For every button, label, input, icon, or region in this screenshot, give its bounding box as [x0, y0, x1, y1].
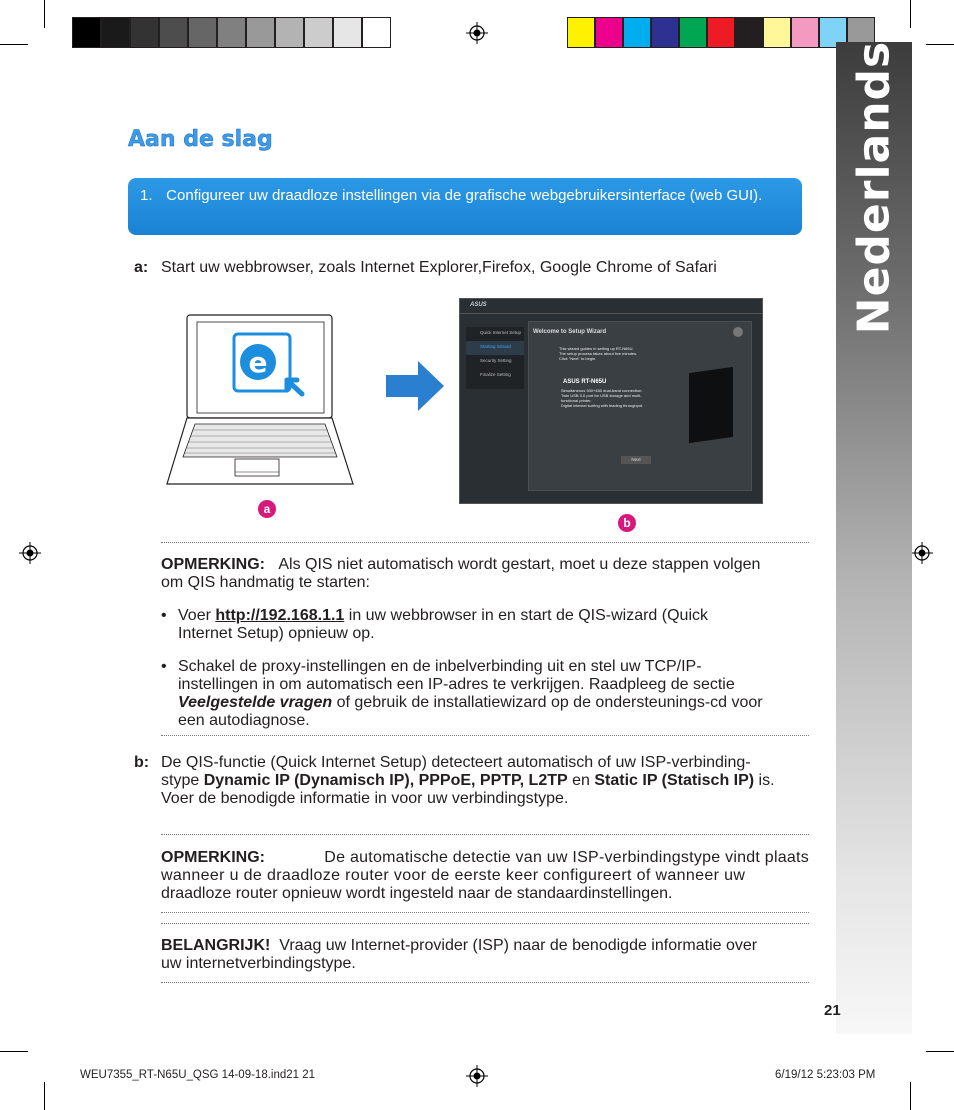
svg-text:e: e [248, 346, 268, 379]
important-line-2: uw internetverbindingstype. [161, 955, 356, 972]
bullet-2-line-3 [178, 694, 818, 712]
crop-mark [926, 1051, 954, 1052]
important-line-1 [161, 937, 811, 955]
bullet-1-line-2: Internet Setup) opnieuw op. [178, 625, 375, 642]
crop-mark [44, 0, 45, 28]
registration-mark-icon [466, 22, 488, 44]
step-a-label: a: [134, 259, 149, 276]
divider [161, 834, 809, 835]
bullet-dot: • [161, 607, 167, 624]
step-a-text: Start uw webbrowser, zoals Internet Explorer,Firefox, Google Chrome of Safari [161, 259, 717, 276]
laptop-illustration [165, 312, 365, 492]
bullet-2-line-4: een autodiagnose. [178, 712, 310, 729]
color-swatch [304, 17, 333, 48]
important-text: Vraag uw Internet-provider (ISP) naar de benodigde informatie over [279, 937, 758, 954]
asus-brand: ASUS [470, 302, 487, 308]
note-2-text: De automatische detectie van uw ISP-verbindingstype vindt plaats [324, 849, 809, 866]
menu-finalize-setting: Finalize Setting [480, 372, 511, 377]
color-swatch [791, 17, 819, 48]
color-swatch [246, 17, 275, 48]
next-button[interactable]: Next [621, 456, 651, 464]
bullet-2-line-3-text: of gebruik de installatiewizard op de ondersteunings-cd voor [332, 694, 763, 711]
note-2-line-1 [161, 849, 809, 867]
color-swatch [623, 17, 651, 48]
step-b-line-2-pre: stype [161, 772, 204, 789]
router-url-link[interactable]: http://192.168.1.1 [215, 607, 345, 624]
menu-quick-internet-setup: Quick Internet Setup [480, 330, 522, 335]
step-1-box [128, 178, 802, 235]
bullet-1 [178, 607, 818, 625]
crop-mark [0, 1051, 28, 1052]
note-1-line-2: om QIS handmatig te starten: [161, 574, 370, 591]
registration-mark-icon [466, 1065, 488, 1087]
bullet-2-line-2: instellingen in om automatisch een IP-adres te verkrijgen. Raadpleeg de sectie [178, 676, 735, 693]
router-setup-screenshot [459, 298, 763, 504]
crop-mark [44, 1082, 45, 1110]
crop-mark [0, 44, 28, 45]
color-swatch [651, 17, 679, 48]
crop-mark [926, 44, 954, 45]
color-swatch [735, 17, 763, 48]
footer-timestamp: 6/19/12 5:23:03 PM [775, 1069, 876, 1081]
note-1-line-1 [161, 556, 811, 574]
section-title: Aan de slag [128, 127, 273, 152]
intro-line: This wizard guides in setting up RT-N65U. [559, 346, 634, 351]
color-swatch [763, 17, 791, 48]
router-menu [466, 327, 524, 389]
divider [161, 542, 809, 543]
step-b-line-2 [161, 772, 811, 790]
color-swatch [362, 17, 391, 48]
note-2-line-2: wanneer u de draadloze router voor de eerste keer configureert of wanneer uw [161, 867, 746, 884]
color-swatch [679, 17, 707, 48]
arrow-right-icon [386, 361, 446, 411]
color-swatch [159, 17, 188, 48]
router-panel [528, 321, 752, 491]
feature-line: Simultaneous 300+450 dual-band connection. [561, 388, 643, 393]
crop-mark [910, 0, 911, 28]
intro-line: Click "Next" to begin. [559, 356, 597, 361]
note-1-label: OPMERKING: [161, 556, 265, 573]
color-swatch [217, 17, 246, 48]
divider [161, 982, 809, 983]
step-1-text: Configureer uw draadloze instellingen via de grafische webgebruikersinterface (web GUI). [166, 187, 763, 204]
color-swatch [130, 17, 159, 48]
divider [161, 912, 809, 913]
color-swatch [72, 17, 101, 48]
color-swatch [595, 17, 623, 48]
menu-security-setting: Security Setting [480, 358, 512, 363]
color-swatch [101, 17, 130, 48]
router-model: ASUS RT-N65U [563, 379, 607, 385]
divider [161, 923, 809, 924]
crop-mark [910, 1082, 911, 1110]
note-1-text: Als QIS niet automatisch wordt gestart, moet u deze stappen volgen [278, 556, 761, 573]
router-device-image [689, 367, 733, 443]
color-swatch [707, 17, 735, 48]
home-icon [733, 327, 743, 337]
static-ip-type: Static IP (Statisch IP) [594, 772, 755, 789]
faq-reference: Veelgestelde vragen [178, 694, 333, 711]
feature-line: functional printer. [561, 398, 592, 403]
step-b-line-3: Voer de benodigde informatie in voor uw verbindingstype. [161, 790, 569, 807]
feature-line: Digital internet surfing with leading throughput. [561, 403, 644, 408]
step-1-number: 1. [140, 187, 153, 204]
panel-title: Welcome to Setup Wizard [533, 329, 607, 335]
bullet-dot: • [161, 658, 167, 675]
registration-mark-icon [19, 542, 41, 564]
color-swatch [188, 17, 217, 48]
step-b-line-2-mid: en [567, 772, 595, 789]
important-label: BELANGRIJK! [161, 937, 271, 954]
connection-types: Dynamic IP (Dynamisch IP), PPPoE, PPTP, L2TP [203, 772, 568, 789]
feature-line: Twin USB 3.0 port for USB storage and multi- [561, 393, 642, 398]
color-swatch [275, 17, 304, 48]
color-swatch [567, 17, 595, 48]
intro-line: The setup process takes about five minutes. [559, 351, 638, 356]
registration-mark-icon [911, 542, 933, 564]
page-number: 21 [824, 1002, 841, 1019]
badge-a: a [258, 500, 276, 518]
step-b-line-1: De QIS-functie (Quick Internet Setup) detecteert automatisch of uw ISP-verbinding- [161, 754, 751, 771]
bullet-1-post: in uw webbrowser in en start de QIS-wizard (Quick [344, 607, 708, 624]
menu-starting-wizard: Starting Wizard [466, 341, 524, 355]
footer-file-info: WEU7355_RT-N65U_QSG 14-09-18.ind21 21 [80, 1069, 316, 1081]
language-tab-label: Nederlands [848, 40, 900, 334]
color-swatch [333, 17, 362, 48]
note-2-line-3: draadloze router opnieuw wordt ingesteld naar de standaardinstellingen. [161, 885, 673, 902]
bullet-2-line-1: Schakel de proxy-instellingen en de inbelverbinding uit en stel uw TCP/IP- [178, 658, 702, 675]
language-tab-label-wrap [836, 42, 912, 332]
divider [161, 735, 809, 736]
note-2-label: OPMERKING: [161, 849, 265, 866]
bullet-1-pre: Voer [178, 607, 216, 624]
step-b-line-2-post: is. [754, 772, 775, 789]
step-b-label: b: [134, 754, 150, 771]
badge-b: b [618, 514, 636, 532]
